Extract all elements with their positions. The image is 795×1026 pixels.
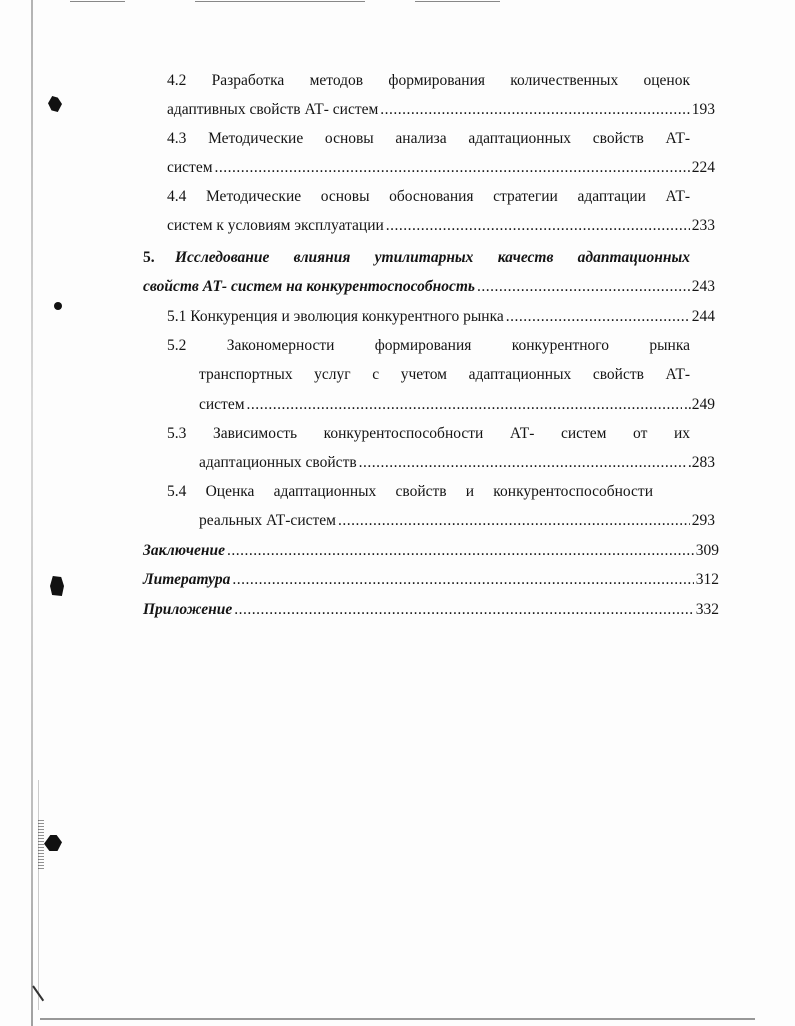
toc-entry-4-2-line-1 [167,71,690,91]
toc-entry-4-3-line-1 [167,129,690,149]
toc-entry-4-4-line-1 [167,187,690,207]
toc-leader [232,570,693,590]
toc-leader [359,453,686,473]
toc-entry-title: 5.2 Закономерности формирования конкурентного рынка [167,337,690,354]
toc-page-number: 193 [691,101,715,118]
toc-chapter-title: Исследование влияния утилитарных качеств адаптационных [175,249,690,266]
toc-page-number: ..249 [684,396,715,413]
toc-chapter-5-line-2 [143,277,715,297]
toc-entry-title: адаптивных свойств АТ- систем [167,101,379,118]
toc-literature [143,570,719,590]
toc-entry-5-3-line-2 [199,453,715,473]
punch-hole [50,576,64,596]
toc-entry-4-3-line-2 [167,158,715,178]
toc-leader [234,600,693,620]
toc-section-title: Заключение [143,542,225,559]
toc-entry-5-2-line-2 [199,365,690,385]
toc-entry-title: 4.4 Методические основы обоснования стратегии адаптации АТ- [167,188,690,205]
toc-entry-title: систем [167,159,213,176]
scan-left-edge-inner [38,780,39,1010]
toc-page-number: 233 [691,217,715,234]
toc-page-number: .283 [687,454,715,471]
toc-appendix [143,600,719,620]
scan-top-line-1 [70,1,125,2]
toc-section-title: Литература [143,571,231,588]
toc-section-title: Приложение [143,601,233,618]
toc-entry-title: систем к условиям эксплуатации [167,217,384,234]
toc-chapter-title: свойств АТ- систем на конкурентоспособность [143,278,476,295]
toc-entry-4-4-line-2 [167,216,715,236]
toc-entry-title: адаптационных свойств [199,454,357,471]
toc-entry-title: транспортных услуг с учетом адаптационных свойств АТ- [199,366,690,383]
toc-entry-5-3-line-1 [167,424,690,444]
toc-page-number: 312 [695,571,719,588]
toc-entry-5-1 [167,307,715,327]
toc-conclusion [143,541,719,561]
toc-leader [506,307,690,327]
toc-page-number: 244 [691,308,715,325]
toc-entry-5-4-line-2 [199,511,715,531]
scan-top-line-3 [415,1,500,2]
scan-bottom-line [40,1018,755,1020]
toc-leader [227,541,694,561]
toc-entry-title: 4.3 Методические основы анализа адаптационных свойств АТ- [167,130,690,147]
toc-entry-title: 4.2 Разработка методов формирования количественных оценок [167,72,690,89]
scan-left-edge [31,0,33,1026]
toc-page-number: 332 [695,601,719,618]
toc-page-number: 224 [691,159,715,176]
toc-leader [247,395,682,415]
toc-leader [338,511,690,531]
toc-entry-title: 5.3 Зависимость конкурентоспособности АТ- систем от их [167,425,690,442]
punch-hole [54,302,62,310]
toc-entry-5-4-line-1 [167,482,653,502]
punch-hole [48,96,62,112]
toc-chapter-5-line-1 [143,248,690,268]
toc-entry-title: 5.1 Конкуренция и эволюция конкурентного рынка [167,308,504,325]
toc-entry-title: 5.4 Оценка адаптационных свойств и конкурентоспособности [167,483,653,500]
toc-entry-title: реальных АТ-систем [199,512,336,529]
toc-entry-4-2-line-2 [167,100,715,120]
scan-stripes [38,820,44,870]
toc-entry-5-2-line-1 [167,336,690,356]
toc-leader [386,216,690,236]
toc-entry-5-2-line-3 [199,395,715,415]
toc-page-number: 243 [691,278,715,295]
toc-chapter-number: 5. [143,249,155,266]
scan-top-line-2 [195,1,365,2]
toc-page-number: 293 [691,512,715,529]
toc-entry-title: систем [199,396,245,413]
toc-leader [477,277,690,297]
toc-leader [215,158,690,178]
punch-hole [44,835,62,851]
toc-leader [380,100,689,120]
toc-page-number: 309 [695,542,719,559]
